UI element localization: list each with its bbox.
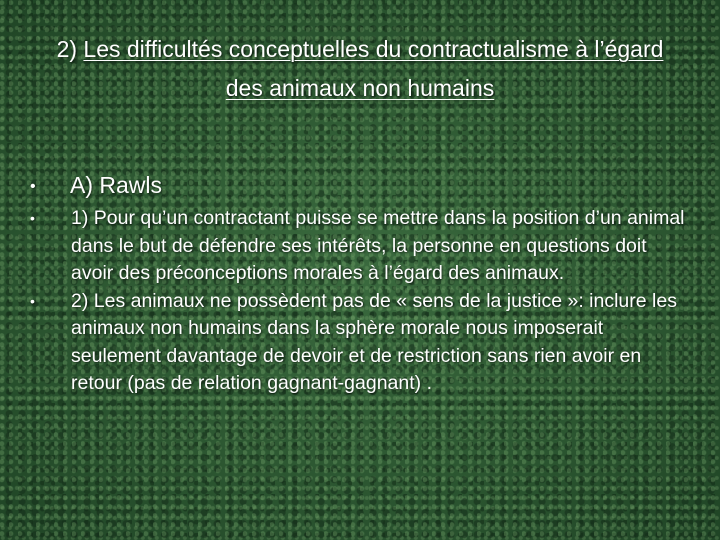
slide-title [40,30,680,108]
title-underlined-text: Les difficultés conceptuelles du contractualisme à l’égard des animaux non humains [83,36,664,101]
list-item-text: 2) Les animaux ne possèdent pas de « sens de la justice »: inclure les animaux non humains dans la sphère morale nous imposerait seulement davantage de devoir et de restriction sans rien avoir en retour (pas de relation gagnant-gagnant) . [71,289,677,394]
title-prefix: 2) [56,36,84,62]
heading-text: A) Rawls [70,172,163,198]
bullet-list [30,205,685,398]
bullet-icon: • [30,292,35,309]
bullet-icon: • [30,178,36,195]
section-heading [30,168,162,204]
list-item [30,288,685,398]
list-item [30,205,685,288]
list-item-text: 1) Pour qu’un contractant puisse se mettre dans la position d’un animal dans le but de défendre ses intérêts, la personne en questions doit avoir des préconceptions morales à l’égard des animaux. [71,207,685,284]
bullet-icon: • [30,210,35,226]
